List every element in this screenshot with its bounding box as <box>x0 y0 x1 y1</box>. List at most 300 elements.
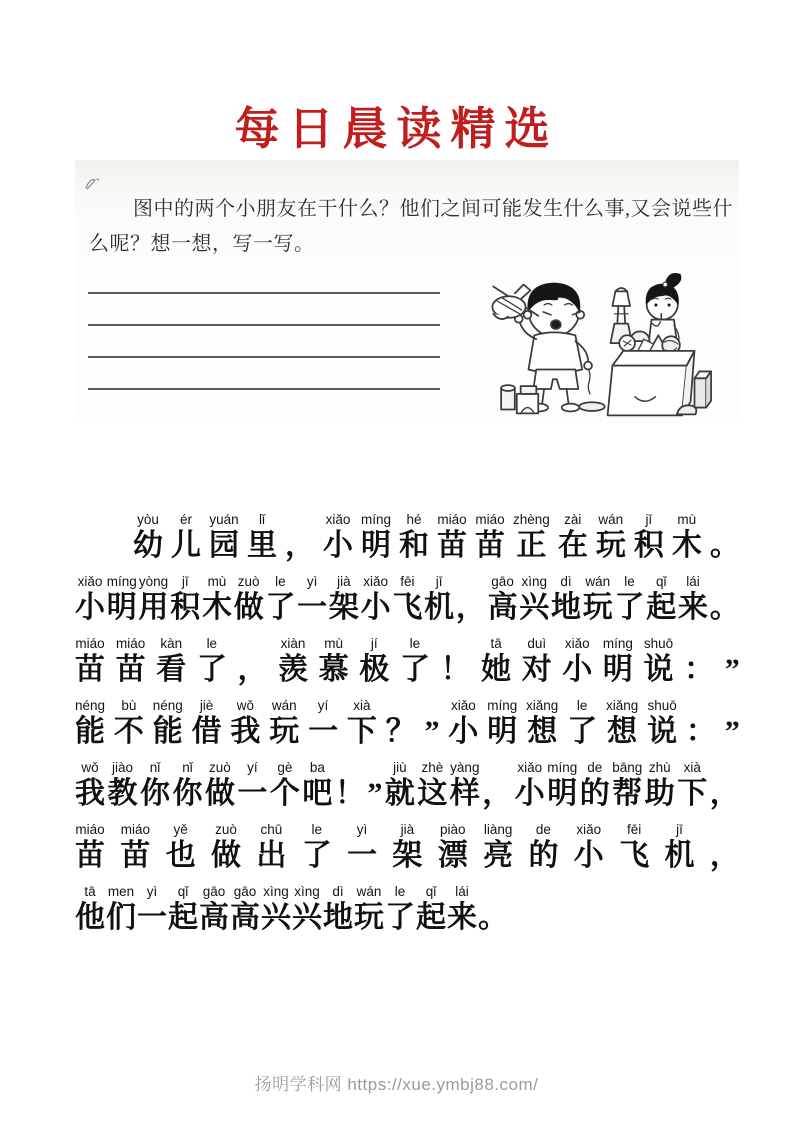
hanzi: 也 <box>165 839 196 872</box>
syllable <box>75 698 105 749</box>
syllable <box>247 512 277 563</box>
hanzi: 苗 <box>475 529 506 562</box>
hanzi: 想 <box>607 715 638 748</box>
pinyin: jī <box>435 574 443 589</box>
syllable <box>710 822 740 873</box>
syllable <box>513 512 550 563</box>
hanzi: ” <box>724 715 740 748</box>
syllable <box>75 884 105 935</box>
pinyin: yí <box>317 698 329 713</box>
pinyin: yì <box>306 574 318 589</box>
hanzi: 和 <box>399 529 430 562</box>
syllable <box>482 760 512 811</box>
prompt-line: 图中的两个小朋友在干什么？他们之间可能发生什么事,又会说些什 <box>133 198 733 220</box>
hanzi: 你 <box>139 777 170 810</box>
hanzi: ！ <box>334 777 365 810</box>
hanzi: 我 <box>230 715 261 748</box>
hanzi: 助 <box>644 777 675 810</box>
hanzi: 苗 <box>120 839 151 872</box>
hanzi: 羡 <box>278 653 309 686</box>
pinyin: wán <box>356 884 382 899</box>
syllable <box>522 636 552 687</box>
pinyin: qǐ <box>425 884 437 899</box>
syllable <box>197 636 227 687</box>
pinyin: néng <box>152 698 183 713</box>
syllable <box>606 698 638 749</box>
writing-lines <box>75 263 453 431</box>
syllable <box>361 512 391 563</box>
pinyin: yě <box>173 822 188 837</box>
syllable <box>75 822 105 873</box>
pinyin: wán <box>585 574 611 589</box>
syllable <box>270 760 300 811</box>
hanzi: 了 <box>567 715 598 748</box>
pinyin: le <box>311 822 322 837</box>
hanzi: 木 <box>201 591 232 624</box>
syllable <box>416 884 446 935</box>
syllable <box>710 512 740 563</box>
hanzi: 起 <box>416 901 446 934</box>
pinyin: gè <box>277 760 293 775</box>
syllable <box>417 760 447 811</box>
footer-credit: 扬明学科网 https://xue.ymbj88.com/ <box>254 1075 539 1094</box>
hanzi: 就 <box>384 777 415 810</box>
hanzi: 做 <box>204 777 235 810</box>
syllable <box>199 884 229 935</box>
syllable <box>475 512 505 563</box>
hanzi: 借 <box>191 715 222 748</box>
syllable <box>292 884 322 935</box>
syllable <box>580 760 610 811</box>
syllable <box>137 884 167 935</box>
syllable <box>265 574 295 625</box>
hanzi: 兴 <box>292 901 322 934</box>
pinyin: kàn <box>160 636 183 651</box>
hanzi: 吧 <box>302 777 333 810</box>
writing-line <box>88 358 440 390</box>
hanzi: 了 <box>265 591 296 624</box>
hanzi: 架 <box>328 591 359 624</box>
hanzi: 说 <box>643 653 674 686</box>
pinyin: zhè <box>421 760 444 775</box>
syllable <box>171 512 201 563</box>
pinyin: gāo <box>233 884 257 899</box>
pinyin: xiǎng <box>526 698 559 713</box>
hanzi: 样 <box>449 777 480 810</box>
pinyin: yòu <box>137 512 159 527</box>
writing-line <box>88 326 440 358</box>
pinyin: fēi <box>626 822 642 837</box>
hanzi: 亮 <box>483 839 514 872</box>
syllable <box>138 574 168 625</box>
hanzi: 了 <box>385 901 415 934</box>
pinyin: ba <box>309 760 325 775</box>
hanzi: 说 <box>647 715 678 748</box>
pinyin: le <box>624 574 635 589</box>
syllable <box>392 574 422 625</box>
syllable <box>385 884 415 935</box>
hanzi: ： <box>684 653 715 686</box>
syllable <box>515 760 545 811</box>
syllable <box>558 512 588 563</box>
pinyin: qǐ <box>177 884 189 899</box>
passage-line <box>75 760 740 811</box>
pinyin: lái <box>455 884 469 899</box>
syllable <box>116 636 146 687</box>
hanzi: 对 <box>521 653 552 686</box>
hanzi: 做 <box>211 839 242 872</box>
hanzi: 一 <box>347 839 378 872</box>
hanzi: 小 <box>323 529 353 562</box>
pinyin: jiù <box>393 760 407 775</box>
syllable <box>644 636 674 687</box>
syllable <box>140 760 170 811</box>
syllable <box>399 512 429 563</box>
passage-line <box>75 822 740 873</box>
pinyin: xiǎo <box>450 698 476 713</box>
syllable <box>481 636 511 687</box>
hanzi: 机 <box>424 591 455 624</box>
passage-line <box>75 698 740 749</box>
syllable <box>361 574 391 625</box>
scan-scribble-mark <box>83 174 105 194</box>
pinyin: miáo <box>120 822 150 837</box>
pinyin: miáo <box>475 512 505 527</box>
syllable <box>634 512 664 563</box>
pinyin: qǐ <box>655 574 667 589</box>
syllable <box>261 884 291 935</box>
pinyin: míng <box>487 698 518 713</box>
hanzi: 高 <box>230 901 260 934</box>
syllable <box>156 636 186 687</box>
hanzi: 他 <box>75 901 105 934</box>
pinyin: lái <box>686 574 700 589</box>
syllable <box>547 760 577 811</box>
syllable <box>230 884 260 935</box>
syllable <box>392 822 422 873</box>
hanzi: ？ <box>385 715 416 748</box>
syllable <box>551 574 581 625</box>
syllable <box>347 698 377 749</box>
pinyin: dì <box>332 884 344 899</box>
hanzi: 了 <box>399 653 430 686</box>
syllable <box>133 512 163 563</box>
syllable <box>168 884 198 935</box>
syllable <box>583 574 613 625</box>
hanzi: 下 <box>677 777 708 810</box>
pinyin: míng <box>547 760 578 775</box>
pinyin: zuò <box>237 574 260 589</box>
hanzi: 明 <box>602 653 633 686</box>
pinyin: le <box>409 636 421 651</box>
pinyin: ér <box>179 512 192 527</box>
hanzi: 起 <box>168 901 198 934</box>
syllable <box>487 698 517 749</box>
hanzi: 飞 <box>392 591 423 624</box>
hanzi: 的 <box>528 839 559 872</box>
syllable <box>302 760 332 811</box>
syllable <box>448 698 478 749</box>
pinyin: zhèng <box>513 512 550 527</box>
worksheet-prompt <box>75 160 739 262</box>
hanzi: 兴 <box>519 591 550 624</box>
hanzi: ” <box>424 715 440 748</box>
hanzi: 积 <box>170 591 201 624</box>
syllable <box>567 698 597 749</box>
syllable <box>75 574 105 625</box>
hanzi: 出 <box>256 839 287 872</box>
pinyin: xiǎng <box>605 698 639 713</box>
hanzi: 苗 <box>75 839 105 872</box>
hanzi: 下 <box>346 715 377 748</box>
hanzi: ” <box>367 777 383 810</box>
hanzi: 做 <box>233 591 264 624</box>
pinyin: jiè <box>199 698 214 713</box>
syllable <box>710 760 740 811</box>
hanzi: 地 <box>551 591 582 624</box>
hanzi: 。 <box>709 529 740 562</box>
pinyin: miáo <box>75 822 105 837</box>
pinyin: yí <box>247 760 258 775</box>
passage-line <box>75 512 740 563</box>
pinyin: jià <box>337 574 351 589</box>
hanzi: 木 <box>671 529 702 562</box>
hanzi: 苗 <box>115 653 146 686</box>
syllable <box>425 698 440 749</box>
hanzi: 了 <box>196 653 227 686</box>
pinyin: néng <box>75 698 106 713</box>
page-title: 每日晨读精选 <box>234 104 559 154</box>
pinyin: bāng <box>612 760 643 775</box>
hanzi: 教 <box>107 777 138 810</box>
syllable <box>574 822 604 873</box>
writing-line <box>88 294 440 326</box>
worksheet-illustration <box>461 265 719 431</box>
pinyin: yòng <box>138 574 169 589</box>
hanzi: 起 <box>646 591 677 624</box>
pinyin: de <box>587 760 603 775</box>
syllable <box>710 574 740 625</box>
syllable <box>645 760 675 811</box>
syllable <box>278 636 308 687</box>
hanzi: 这 <box>417 777 448 810</box>
hanzi: 地 <box>323 901 353 934</box>
pinyin: míng <box>106 574 137 589</box>
pinyin: jī <box>181 574 189 589</box>
pinyin: fēi <box>400 574 415 589</box>
pinyin: jiào <box>111 760 133 775</box>
syllable <box>359 636 389 687</box>
hanzi: 园 <box>209 529 239 562</box>
syllable <box>107 760 137 811</box>
pinyin: tā <box>84 884 96 899</box>
pinyin: de <box>535 822 551 837</box>
pinyin: xìng <box>294 884 320 899</box>
syllable <box>297 574 327 625</box>
pinyin: xiǎo <box>77 574 103 589</box>
hanzi: 玩 <box>269 715 300 748</box>
hanzi: 一 <box>297 591 328 624</box>
syllable <box>308 698 338 749</box>
syllable <box>323 512 353 563</box>
hanzi: ： <box>685 715 716 748</box>
hanzi: 帮 <box>612 777 643 810</box>
syllable <box>725 698 740 749</box>
syllable <box>612 760 642 811</box>
passage <box>75 512 740 946</box>
syllable <box>424 574 454 625</box>
pinyin: miáo <box>437 512 467 527</box>
pinyin: le <box>206 636 218 651</box>
pinyin: míng <box>361 512 392 527</box>
syllable <box>438 822 468 873</box>
syllable <box>237 636 267 687</box>
pinyin: xiǎo <box>564 636 590 651</box>
syllable <box>166 822 196 873</box>
hanzi: 积 <box>633 529 664 562</box>
pinyin: yì <box>356 822 368 837</box>
hanzi: 能 <box>75 715 106 748</box>
syllable <box>725 636 740 687</box>
hanzi: 不 <box>113 715 144 748</box>
syllable <box>678 574 708 625</box>
pinyin: xìng <box>263 884 289 899</box>
syllable <box>672 512 702 563</box>
syllable <box>354 884 384 935</box>
syllable <box>488 574 518 625</box>
syllable <box>75 636 105 687</box>
syllable <box>302 822 332 873</box>
pinyin: gāo <box>202 884 226 899</box>
syllable <box>519 574 549 625</box>
pinyin: yì <box>146 884 158 899</box>
hanzi: 来 <box>677 591 708 624</box>
pinyin: míng <box>602 636 633 651</box>
hanzi: 明 <box>487 715 518 748</box>
pinyin: mù <box>324 636 344 651</box>
pinyin: yuán <box>209 512 239 527</box>
syllable <box>615 574 645 625</box>
hanzi: 用 <box>138 591 169 624</box>
pinyin: zuò <box>209 760 231 775</box>
pinyin: tā <box>490 636 502 651</box>
syllable <box>237 760 267 811</box>
pinyin: le <box>576 698 588 713</box>
pinyin: le <box>275 574 286 589</box>
syllable <box>603 636 633 687</box>
pinyin: hé <box>406 512 422 527</box>
syllable <box>664 822 694 873</box>
pinyin: xià <box>683 760 701 775</box>
syllable <box>347 822 377 873</box>
syllable <box>677 760 707 811</box>
hanzi: 明 <box>106 591 137 624</box>
hanzi: 看 <box>156 653 187 686</box>
pinyin: lǐ <box>259 512 265 527</box>
hanzi: 苗 <box>75 653 105 686</box>
syllable <box>323 884 353 935</box>
syllable <box>75 760 105 811</box>
hanzi: 小 <box>562 653 593 686</box>
hanzi: 慕 <box>318 653 349 686</box>
hanzi: 了 <box>301 839 332 872</box>
hanzi: 小 <box>360 591 391 624</box>
hanzi: ， <box>709 777 740 810</box>
hanzi: 一 <box>237 777 268 810</box>
pinyin: xiǎo <box>517 760 543 775</box>
syllable <box>106 884 136 935</box>
hanzi: 漂 <box>437 839 468 872</box>
pinyin: dì <box>560 574 572 589</box>
pinyin: wǒ <box>236 698 255 713</box>
pinyin: zài <box>564 512 582 527</box>
hanzi: 正 <box>516 529 547 562</box>
hanzi: 机 <box>664 839 695 872</box>
hanzi: 能 <box>152 715 183 748</box>
hanzi: 兴 <box>261 901 291 934</box>
syllable <box>437 512 467 563</box>
pinyin: xiàn <box>280 636 306 651</box>
hanzi: 明 <box>547 777 578 810</box>
syllable <box>172 760 202 811</box>
hanzi: 个 <box>269 777 300 810</box>
hanzi: ” <box>724 653 740 686</box>
syllable <box>205 760 235 811</box>
worksheet-scan <box>75 160 739 423</box>
syllable <box>256 822 286 873</box>
syllable <box>596 512 626 563</box>
syllable <box>646 574 676 625</box>
hanzi: ， <box>237 653 268 686</box>
hanzi: 明 <box>361 529 391 562</box>
pinyin: zuò <box>215 822 237 837</box>
syllable <box>385 760 415 811</box>
pinyin: jí <box>370 636 378 651</box>
pinyin: piào <box>439 822 466 837</box>
pinyin: xiǎo <box>325 512 351 527</box>
syllable <box>269 698 299 749</box>
pinyin: xiǎo <box>363 574 388 589</box>
hanzi: 幼 <box>133 529 163 562</box>
passage-line <box>75 636 740 687</box>
hanzi: 极 <box>359 653 390 686</box>
syllable <box>450 760 480 811</box>
syllable <box>562 636 592 687</box>
syllable <box>234 574 264 625</box>
pinyin: wán <box>271 698 297 713</box>
hanzi: 。 <box>478 901 508 934</box>
hanzi: ， <box>482 777 513 810</box>
syllable <box>230 698 260 749</box>
pinyin: liàng <box>483 822 513 837</box>
syllable <box>209 512 239 563</box>
hanzi: 儿 <box>171 529 201 562</box>
syllable <box>619 822 649 873</box>
syllable <box>153 698 183 749</box>
hanzi: 玩 <box>595 529 626 562</box>
hanzi: 高 <box>199 901 229 934</box>
pinyin: mù <box>207 574 227 589</box>
syllable <box>367 760 382 811</box>
hanzi: ， <box>709 839 740 872</box>
syllable <box>329 574 359 625</box>
blocks-box <box>608 331 695 415</box>
hanzi: 她 <box>481 653 512 686</box>
pinyin: zhù <box>648 760 671 775</box>
hanzi: 飞 <box>619 839 650 872</box>
pinyin: jià <box>400 822 415 837</box>
hanzi: 小 <box>514 777 545 810</box>
